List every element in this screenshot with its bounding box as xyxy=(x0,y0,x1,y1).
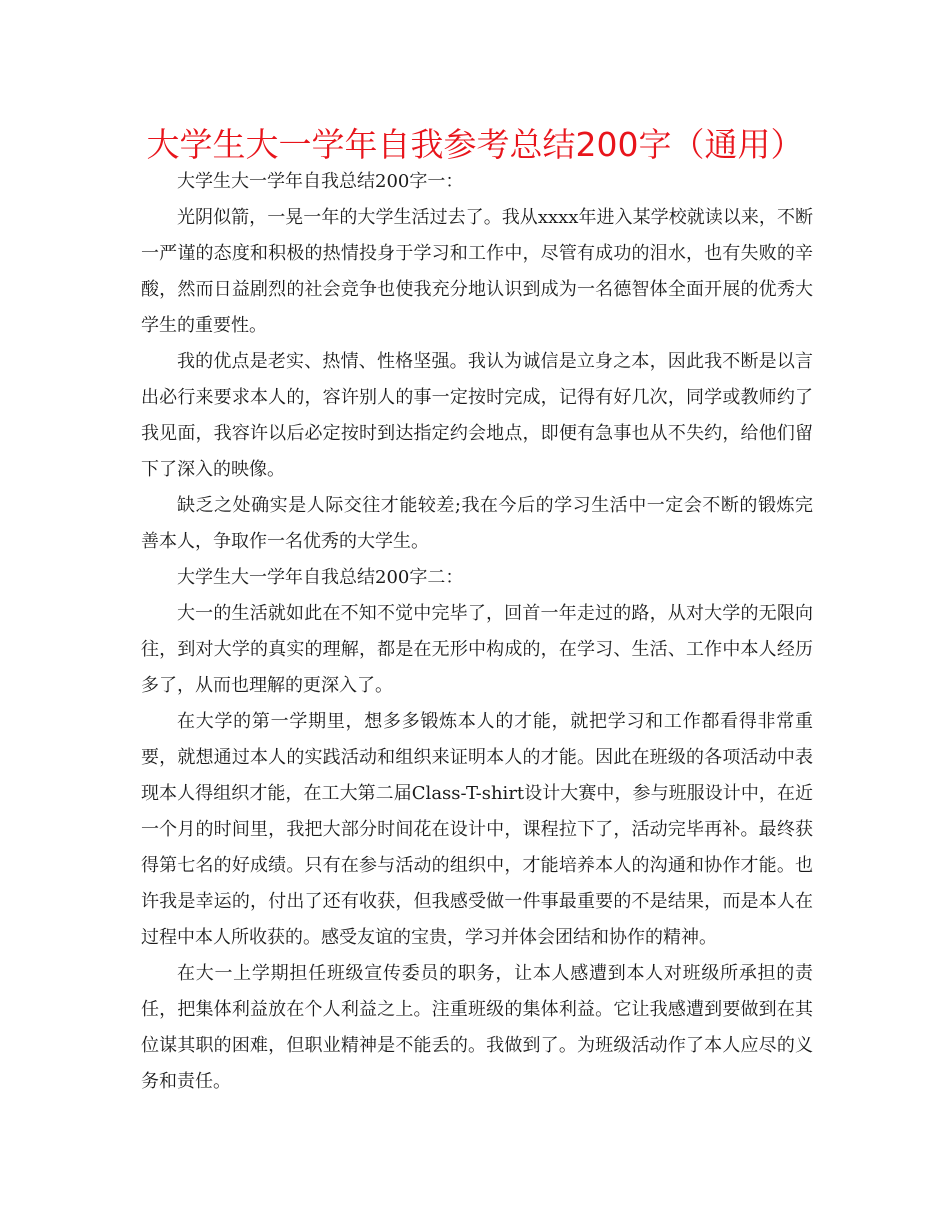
paragraph-section-heading-1: 大学生大一学年自我总结200字一： xyxy=(177,171,464,192)
paragraph: 我的优点是老实、热情、性格坚强。我认为诚信是立身之本，因此我不断是以言出必行来要求本人的，容许别人的事一定按时完成，记得有好几次，同学或教师约了我见面，我容许以后必定按时到达指定约会地点，即便有急事也从不失约，给他们留下了深入的映像。 xyxy=(141,351,813,480)
paragraph: 在大一上学期担任班级宣传委员的职务，让本人感遭到本人对班级所承担的责任，把集体利益放在个人利益之上。注重班级的集体利益。它让我感遭到要做到在其位谋其职的困难，但职业精神是不能丢的。我做到了。为班级活动作了本人应尽的义务和责任。 xyxy=(141,963,813,1092)
paragraph: 大一的生活就如此在不知不觉中完毕了，回首一年走过的路，从对大学的无限向往，到对大学的真实的理解，都是在无形中构成的，在学习、生活、工作中本人经历多了，从而也理解的更深入了。 xyxy=(141,603,813,696)
paragraph: 光阴似箭，一晃一年的大学生活过去了。我从xxxx年进入某学校就读以来，不断一严谨的态度和积极的热情投身于学习和工作中，尽管有成功的泪水，也有失败的辛酸，然而日益剧烈的社会竞争也使我充分地认识到成为一名德智体全面开展的优秀大学生的重要性。 xyxy=(141,207,813,336)
paragraph: 缺乏之处确实是人际交往才能较差;我在今后的学习生活中一定会不断的锻炼完善本人，争取作一名优秀的大学生。 xyxy=(141,495,813,552)
document-title: 大学生大一学年自我参考总结200字（通用） xyxy=(146,125,804,164)
document-body xyxy=(141,164,813,1100)
paragraph-section-heading-2: 大学生大一学年自我总结200字二： xyxy=(177,567,464,588)
paragraph: 在大学的第一学期里，想多多锻炼本人的才能，就把学习和工作都看得非常重要，就想通过本人的实践活动和组织来证明本人的才能。因此在班级的各项活动中表现本人得组织才能，在工大第二届Class-T-shirt设计大赛中，参与班服设计中，在近一个月的时间里，我把大部分时间花在设计中，课程拉下了，活动完毕再补。最终获得第七名的好成绩。只有在参与活动的组织中，才能培养本人的沟通和协作才能。也许我是幸运的，付出了还有收获，但我感受做一件事最重要的不是结果，而是本人在过程中本人所收获的。感受友谊的宝贵，学习并体会团结和协作的精神。 xyxy=(141,711,813,948)
